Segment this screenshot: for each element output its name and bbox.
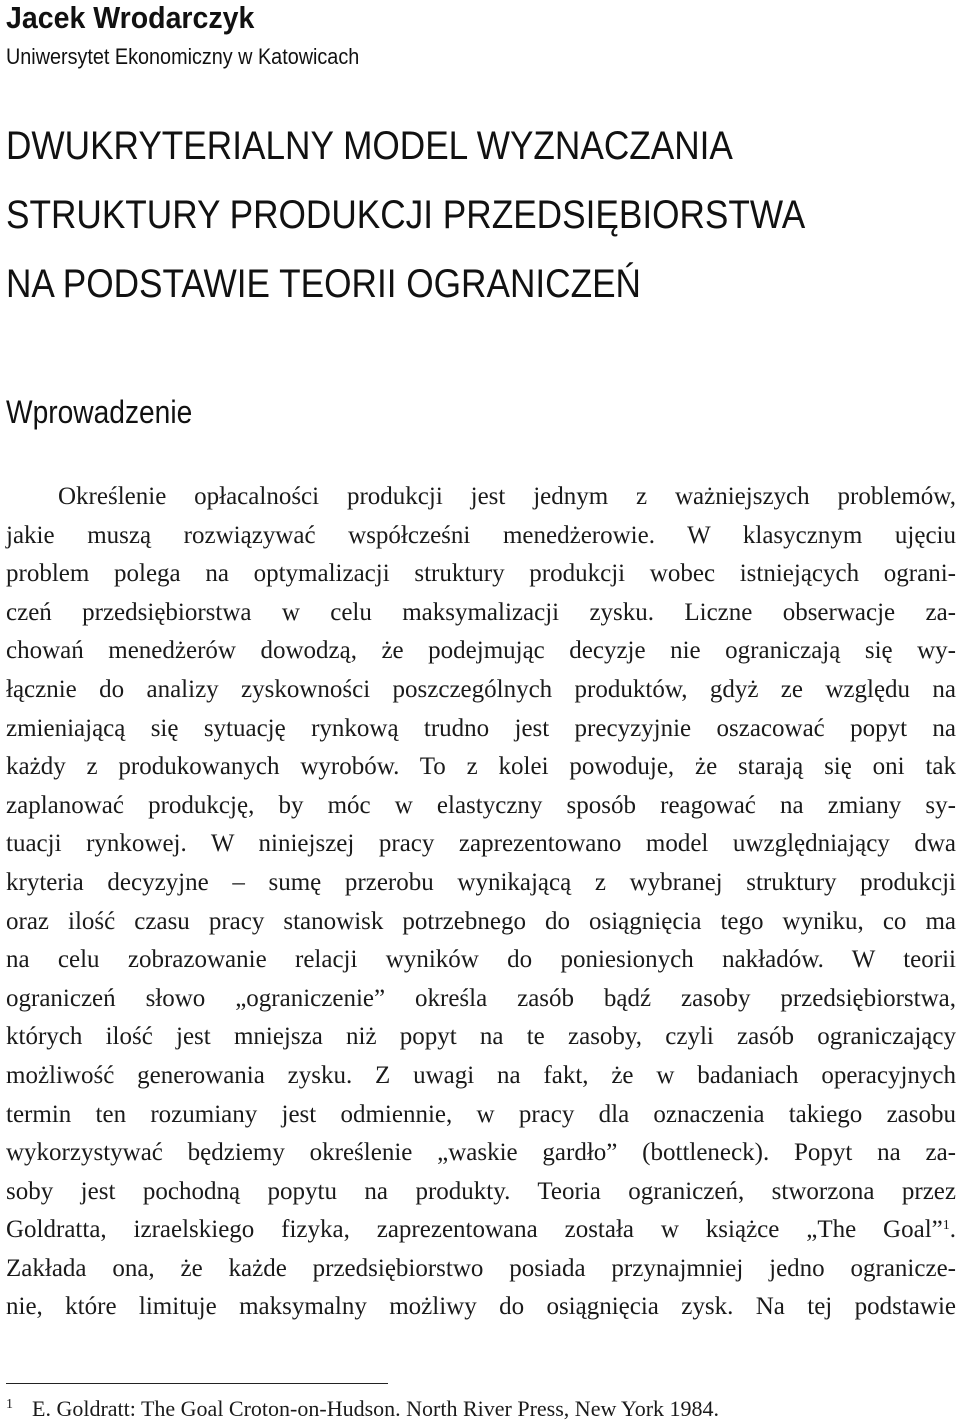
body-line: na celu zobrazowanie relacji wyników do poniesionych nakładów. W teorii bbox=[6, 946, 956, 974]
body-line: chowań menedżerów dowodzą, że podejmując decyzje nie ograniczają się wy- bbox=[6, 637, 956, 665]
body-line: soby jest pochodną popytu na produkty. Teoria ograniczeń, stworzona przez bbox=[6, 1177, 956, 1205]
body-line: czeń przedsiębiorstwa w celu maksymalizacji zysku. Liczne obserwacje za- bbox=[6, 598, 956, 626]
body-line: nie, które limituje maksymalny możliwy do osiągnięcia zysk. Na tej podstawie bbox=[6, 1293, 956, 1321]
footnote-reference[interactable]: 1 bbox=[942, 1218, 950, 1234]
body-line: Zakłada ona, że każde przedsiębiorstwo posiada przynajmniej jedno ogranicze- bbox=[6, 1254, 956, 1282]
body-line: łącznie do analizy zyskowności poszczególnych produktów, gdyż ze względu na bbox=[6, 675, 956, 703]
body-line: tuacji rynkowej. W niniejszej pracy zaprezentowano model uwzględniający dwa bbox=[6, 830, 956, 858]
body-line: problem polega na optymalizacji struktury produkcji wobec istniejących ograni- bbox=[6, 560, 956, 588]
title-line: DWUKRYTERIALNY MODEL WYZNACZANIA bbox=[6, 124, 733, 168]
title-line: STRUKTURY PRODUKCJI PRZEDSIĘBIORSTWA bbox=[6, 193, 806, 237]
body-line: Określenie opłacalności produkcji jest jednym z ważniejszych problemów, bbox=[58, 483, 956, 510]
body-line: wykorzystywać będziemy określenie „waskie gardło” (bottleneck). Popyt na za- bbox=[6, 1139, 956, 1167]
body-line: oraz ilość czasu pracy stanowisk potrzebnego do osiągnięcia tego wyniku, co ma bbox=[6, 907, 956, 935]
body-line: jakie muszą rozwiązywać współcześni menedżerowie. W klasycznym ujęciu bbox=[6, 521, 956, 549]
footnote-number: 1 bbox=[6, 1397, 13, 1412]
body-line-period: . bbox=[949, 1216, 956, 1244]
footnote bbox=[6, 1395, 719, 1423]
body-line: termin ten rozumiany jest odmiennie, w pracy dla oznaczenia takiego zasobu bbox=[6, 1100, 956, 1128]
paper-title bbox=[6, 112, 805, 319]
body-line: zmieniającą się sytuację rynkową trudno jest precyzyjnie oszacować popyt na bbox=[6, 714, 956, 742]
author-affiliation: Uniwersytet Ekonomiczny w Katowicach bbox=[6, 44, 360, 69]
title-line: NA PODSTAWIE TEORII OGRANICZEŃ bbox=[6, 262, 641, 306]
body-line-text: Goldratta, izraelskiego fizyka, zaprezentowana została w książce „The Goal” bbox=[6, 1216, 943, 1244]
body-line: ograniczeń słowo „ograniczenie” określa zasób bądź zasoby przedsiębiorstwa, bbox=[6, 984, 956, 1012]
footnote-text: E. Goldratt: The Goal Croton-on-Hudson. North River Press, New York 1984. bbox=[32, 1396, 720, 1421]
body-line: możliwość generowania zysku. Z uwagi na fakt, że w badaniach operacyjnych bbox=[6, 1061, 956, 1089]
body-line: których ilość jest mniejsza niż popyt na te zasoby, czyli zasób ograniczający bbox=[6, 1023, 956, 1051]
body-paragraph bbox=[6, 478, 956, 1327]
body-line: każdy z produkowanych wyrobów. To z kolei powoduje, że starają się oni tak bbox=[6, 753, 956, 781]
section-heading: Wprowadzenie bbox=[6, 394, 193, 430]
author-name: Jacek Wrodarczyk bbox=[6, 0, 255, 35]
body-line-with-footnote bbox=[6, 1211, 956, 1250]
body-line: zaplanować produkcję, by móc w elastyczny sposób reagować na zmiany sy- bbox=[6, 791, 956, 819]
footnote-divider bbox=[6, 1383, 388, 1384]
body-line: kryteria decyzyjne – sumę przerobu wynikającą z wybranej struktury produkcji bbox=[6, 868, 956, 896]
